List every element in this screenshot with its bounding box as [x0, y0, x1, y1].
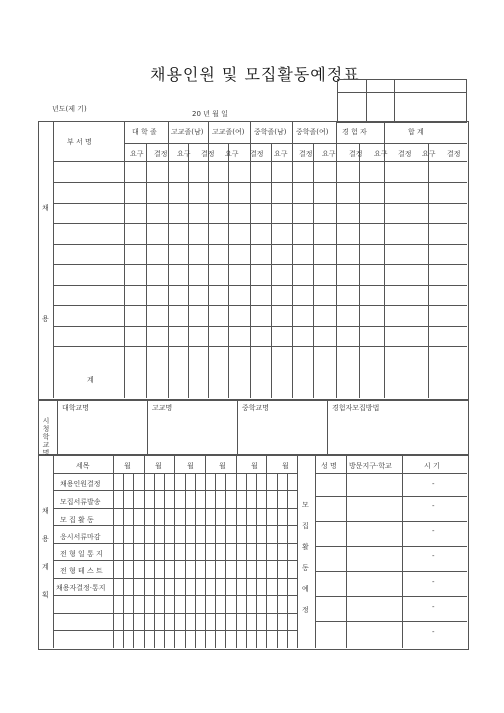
- grid-line: [346, 455, 347, 648]
- month-header: 월: [124, 462, 131, 470]
- subheader-decision: 결정: [447, 150, 461, 158]
- time-dash: -: [432, 578, 435, 586]
- grid-line: [266, 455, 267, 648]
- plan-item: 채용자결정·통지: [56, 584, 106, 592]
- mid-char: 동: [302, 564, 309, 572]
- grid-line: [315, 521, 467, 522]
- time-dash: -: [432, 527, 435, 535]
- grid-line: [384, 121, 385, 398]
- time-dash: -: [432, 628, 435, 636]
- grid-line: [315, 571, 467, 572]
- recruitment-activity-schedule-label: [302, 495, 312, 621]
- time-dash: -: [432, 603, 435, 611]
- highschool-name-label: 고교명: [152, 404, 173, 412]
- section2-side-label: [40, 417, 52, 457]
- mid-char: 집: [302, 522, 309, 530]
- grid-line: [315, 496, 467, 497]
- grid-line: [53, 595, 297, 596]
- time-header: 시 기: [424, 462, 440, 470]
- plan-item: 전 형 테 스 트: [60, 567, 103, 575]
- total-label: 계: [87, 376, 94, 384]
- subheader-decision: 결정: [201, 150, 215, 158]
- middleschool-name-label: 중학교명: [242, 404, 270, 412]
- time-dash: -: [432, 502, 435, 510]
- experienced-method-label: 경험자모집방법: [332, 404, 380, 412]
- subheader-request: 요구: [322, 150, 336, 158]
- side-char: 청: [42, 425, 50, 433]
- grid-line: [53, 285, 467, 286]
- visit-header: 방문지구·학교: [349, 462, 392, 470]
- grid-line: [315, 455, 316, 648]
- group-header-highschool-female: 고교졸(여): [212, 128, 245, 136]
- section1-side-label-bottom: 용: [42, 315, 49, 323]
- subheader-request: 요구: [225, 150, 239, 158]
- mid-char: 예: [302, 585, 309, 593]
- grid-line: [53, 244, 467, 245]
- year-label: 년도(제 기): [52, 105, 87, 113]
- group-header-middleschool-male: 중학졸(남): [254, 128, 287, 136]
- subheader-decision: 결정: [299, 150, 313, 158]
- recruitment-table: [38, 121, 469, 400]
- month-header: 월: [251, 462, 258, 470]
- grid-line: [53, 161, 467, 162]
- grid-line: [402, 455, 403, 648]
- approval-box: [337, 79, 467, 123]
- side-char: 용: [42, 535, 49, 543]
- page-title: 채용인원 및 모집활동예정표: [150, 65, 360, 84]
- side-char: 학: [42, 433, 50, 441]
- grid-line: [53, 305, 467, 306]
- grid-line: [53, 182, 467, 183]
- item-header: 세목: [76, 462, 90, 470]
- grid-line: [315, 621, 467, 622]
- grid-line: [53, 203, 467, 204]
- grid-line: [53, 490, 297, 491]
- grid-line: [292, 121, 293, 398]
- mid-char: 모: [302, 501, 309, 509]
- grid-line: [53, 630, 297, 631]
- subheader-request: 요구: [422, 150, 436, 158]
- grid-line: [53, 346, 467, 347]
- subheader-decision: 결정: [154, 150, 168, 158]
- grid-line: [168, 121, 169, 398]
- side-char: 명: [42, 449, 50, 457]
- grid-line: [53, 223, 467, 224]
- group-header-middleschool-female: 중학졸(여): [296, 128, 329, 136]
- grid-line: [53, 525, 297, 526]
- plan-item: 채용인원결정: [60, 480, 101, 488]
- grid-line: [336, 121, 337, 398]
- side-char: 획: [42, 591, 49, 599]
- mid-char: 정: [302, 606, 309, 614]
- section3-side-label: [42, 497, 52, 609]
- grid-line: [174, 455, 175, 648]
- grid-line: [205, 455, 206, 648]
- grid-line: [53, 264, 467, 265]
- subheader-decision: 결정: [250, 150, 264, 158]
- group-header-university: 대 학 졸: [132, 128, 157, 136]
- subheader-request: 요구: [374, 150, 388, 158]
- side-char: 시: [42, 417, 50, 425]
- name-header: 성 명: [321, 462, 337, 470]
- grid-line: [53, 560, 297, 561]
- month-header: 월: [219, 462, 226, 470]
- subheader-request: 요구: [177, 150, 191, 158]
- subheader-request: 요구: [274, 150, 288, 158]
- subheader-request: 요구: [130, 150, 144, 158]
- grid-line: [53, 473, 297, 474]
- grid-line: [297, 455, 298, 648]
- plan-item: 응시서류마감: [60, 533, 101, 541]
- dept-header: 부 서 명: [67, 138, 92, 146]
- grid-line: [124, 121, 125, 398]
- subheader-decision: 결정: [398, 150, 412, 158]
- grid-line: [53, 508, 297, 509]
- grid-line: [53, 578, 297, 579]
- grid-line: [53, 613, 297, 614]
- group-header-highschool-male: 고교졸(남): [171, 128, 204, 136]
- grid-line: [53, 455, 54, 648]
- side-char: 계: [42, 563, 49, 571]
- grid-line: [53, 326, 467, 327]
- grid-line: [315, 596, 467, 597]
- subheader-decision: 결정: [349, 150, 363, 158]
- university-name-label: 대학교명: [62, 404, 90, 412]
- plan-item: 모집서류발송: [60, 498, 101, 506]
- group-header-experienced: 경 험 자: [342, 128, 367, 136]
- grid-line: [53, 121, 54, 398]
- grid-line: [315, 546, 467, 547]
- month-header: 월: [282, 462, 289, 470]
- side-char: 교: [42, 441, 50, 449]
- month-header: 월: [155, 462, 162, 470]
- plan-item: 모 집 활 동: [60, 516, 94, 524]
- grid-line: [113, 455, 114, 648]
- grid-line: [144, 455, 145, 648]
- mid-char: 활: [302, 543, 309, 551]
- group-header-total: 합 계: [408, 128, 424, 136]
- grid-line: [124, 143, 467, 144]
- section1-side-label-top: 채: [42, 204, 49, 212]
- month-header: 월: [187, 462, 194, 470]
- grid-line: [53, 543, 297, 544]
- grid-line: [236, 455, 237, 648]
- grid-line: [208, 121, 209, 398]
- date-label: 20 년 월 일: [192, 110, 228, 118]
- grid-line: [250, 121, 251, 398]
- time-dash: -: [432, 480, 435, 488]
- time-dash: -: [432, 552, 435, 560]
- side-char: 채: [42, 507, 49, 515]
- grid-line: [315, 473, 467, 474]
- plan-item: 전 형 일 통 지: [60, 550, 103, 558]
